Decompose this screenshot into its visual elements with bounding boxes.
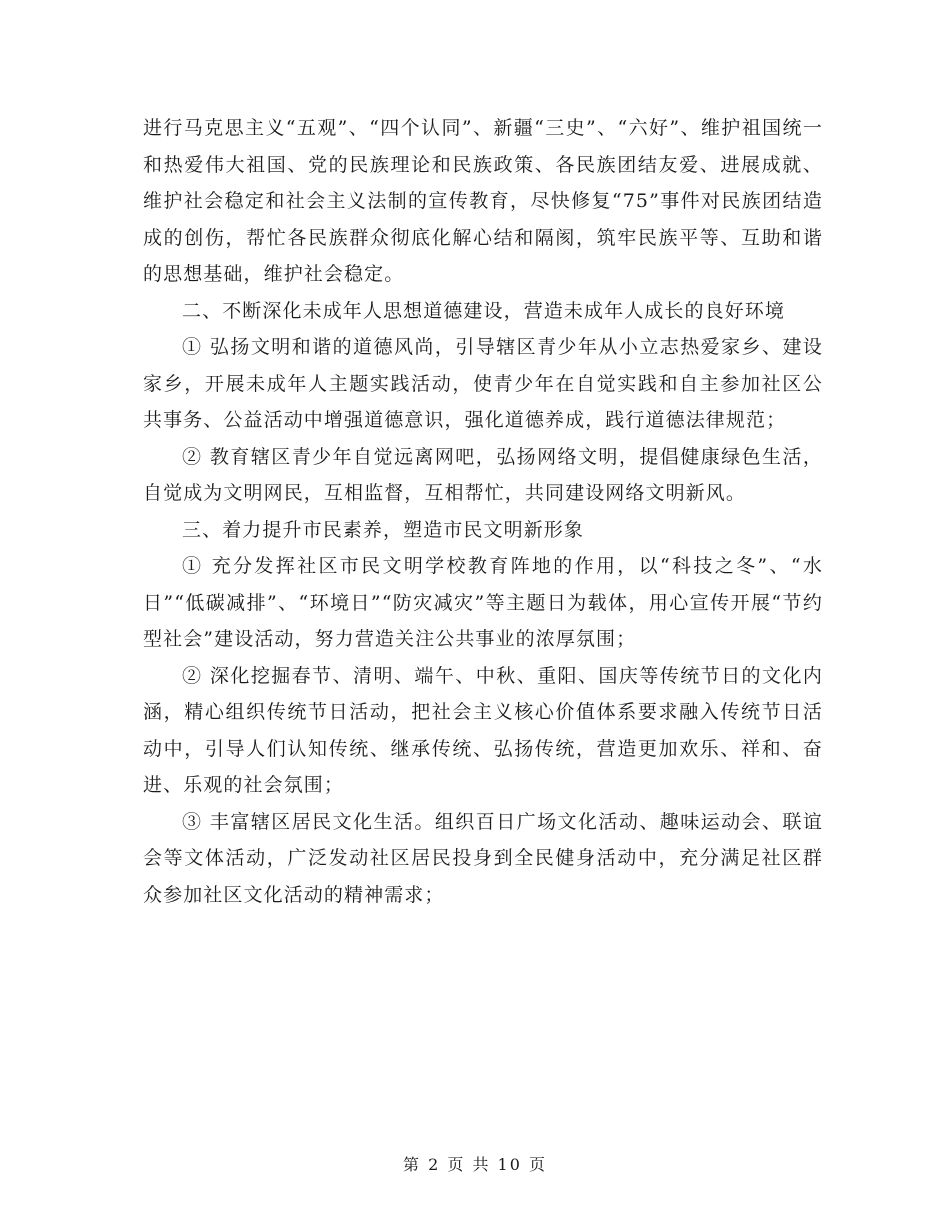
paragraph-item-3-1: ① 充分发挥社区市民文明学校教育阵地的作用，以“科技之冬”、“水日”“低碳减排”、“环境日”“防灾减灾”等主题日为载体，用心宣传开展“节约型社会”建设活动，努力营造关注公共事业的浓厚氛围；	[143, 555, 823, 650]
paragraph-item-2-1: ① 弘扬文明和谐的道德风尚，引导辖区青少年从小立志热爱家乡、建设家乡，开展未成年人主题实践活动，使青少年在自觉实践和自主参加社区公共事务、公益活动中增强道德意识，强化道德养成，践行道德法律规范；	[143, 336, 823, 431]
section-heading-3: 三、着力提升市民素养，塑造市民文明新形象	[182, 518, 585, 541]
page-footer	[0, 1152, 950, 1175]
paragraph-item-3-2: ② 深化挖掘春节、清明、端午、中秋、重阳、国庆等传统节日的文化内涵，精心组织传统节日活动，把社会主义核心价值体系要求融入传统节日活动中，引导人们认知传统、继承传统、弘扬传统，营造更加欢乐、祥和、奋进、乐观的社会氛围；	[143, 664, 823, 796]
section-heading-2: 二、不断深化未成年人思想道德建设，营造未成年人成长的良好环境	[182, 299, 786, 322]
page-number-label: 第 2 页 共 10 页	[403, 1155, 547, 1174]
paragraph-1: 进行马克思主义“五观”、“四个认同”、新疆“三史”、“六好”、维护祖国统一和热爱伟大祖国、党的民族理论和民族政策、各民族团结友爱、进展成就、维护社会稳定和社会主义法制的宣传教育，尽快修复“75”事件对民族团结造成的创伤，帮忙各民族群众彻底化解心结和隔阂，筑牢民族平等、互助和谐的思想基础，维护社会稳定。	[143, 117, 823, 285]
paragraph-item-3-3: ③ 丰富辖区居民文化生活。组织百日广场文化活动、趣味运动会、联谊会等文体活动，广泛发动社区居民投身到全民健身活动中，充分满足社区群众参加社区文化活动的精神需求；	[143, 810, 823, 906]
paragraph-item-2-2: ② 教育辖区青少年自觉远离网吧，弘扬网络文明，提倡健康绿色生活，自觉成为文明网民，互相监督，互相帮忙，共同建设网络文明新风。	[143, 445, 823, 504]
document-body	[143, 110, 823, 913]
